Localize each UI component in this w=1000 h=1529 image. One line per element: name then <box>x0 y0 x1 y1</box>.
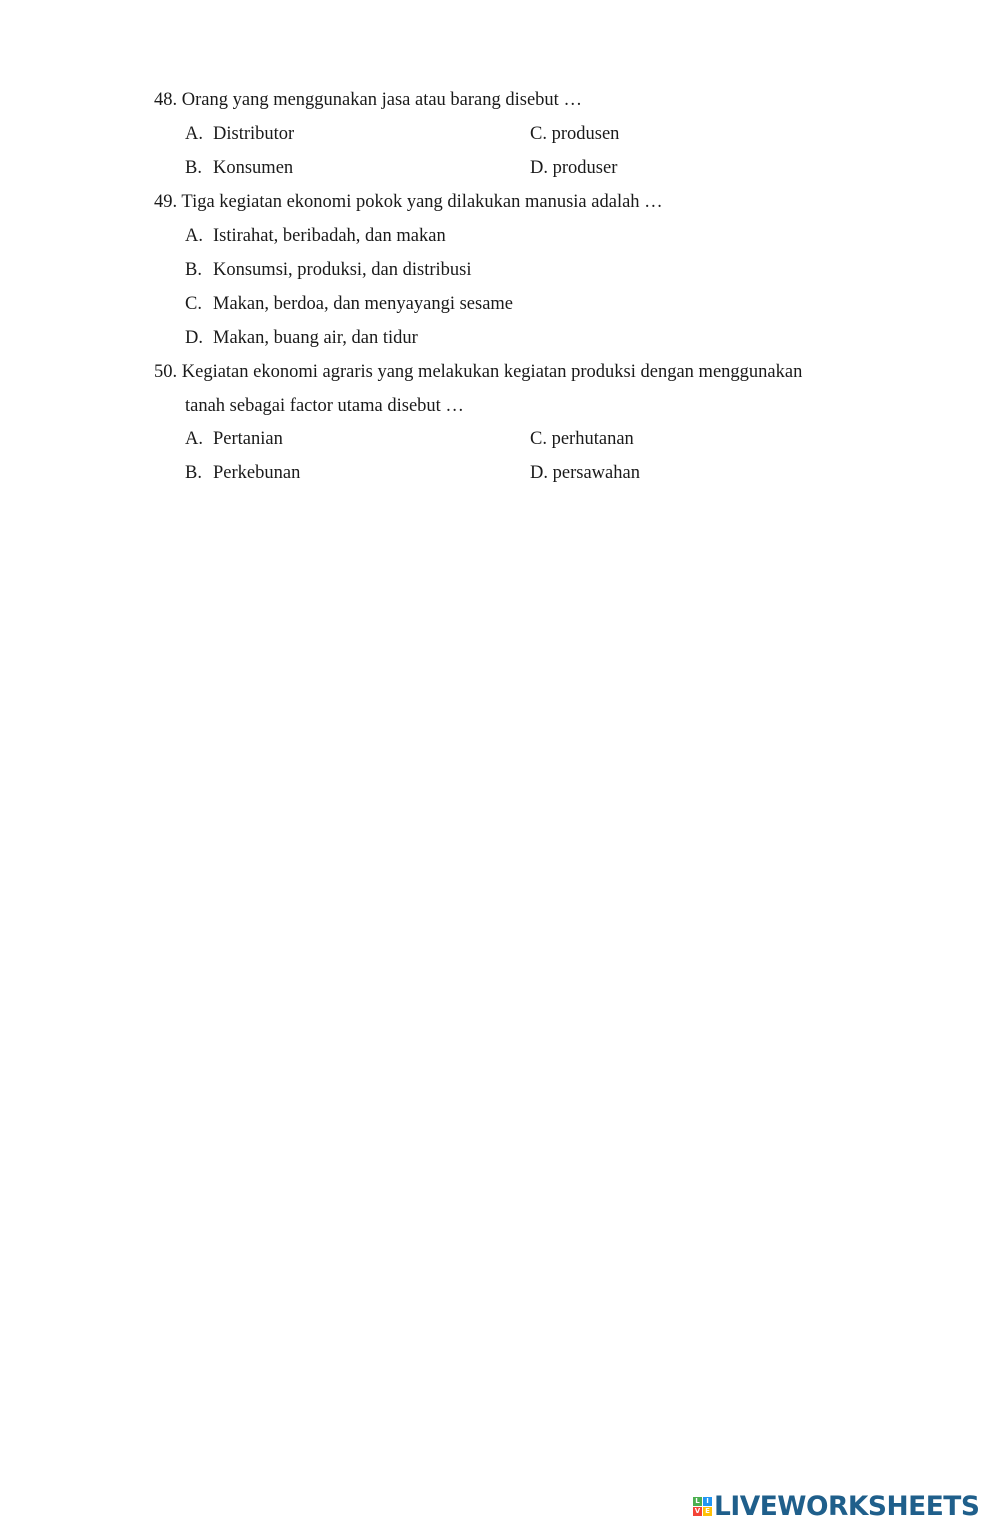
logo-wordmark: LIVEWORKSHEETS <box>714 1490 980 1522</box>
option-letter: A. <box>185 429 203 449</box>
option-49-b[interactable] <box>185 259 472 281</box>
option-49-a[interactable] <box>185 225 446 247</box>
option-48-d[interactable] <box>530 157 617 179</box>
logo-tile: I <box>703 1497 712 1506</box>
option-letter: D. <box>185 328 203 348</box>
option-letter: D. <box>530 158 548 178</box>
option-50-b[interactable] <box>185 462 301 484</box>
option-letter: A. <box>185 226 203 246</box>
question-number: 50. <box>154 362 178 382</box>
option-50-a[interactable] <box>185 428 283 450</box>
option-text: persawahan <box>552 463 640 483</box>
question-number: 49. <box>154 192 178 212</box>
option-letter: B. <box>185 463 202 483</box>
option-text: produser <box>552 158 618 178</box>
option-letter: C. <box>530 124 547 144</box>
option-text: Pertanian <box>213 429 283 449</box>
logo-grid-icon <box>693 1497 712 1516</box>
logo-tile: L <box>693 1497 702 1506</box>
option-letter: D. <box>530 463 548 483</box>
option-49-c[interactable] <box>185 293 514 315</box>
option-letter: B. <box>185 260 202 280</box>
option-48-a[interactable] <box>185 123 295 145</box>
question-text: Tiga kegiatan ekonomi pokok yang dilakukan manusia adalah … <box>181 192 663 212</box>
option-48-b[interactable] <box>185 157 294 179</box>
option-text: Makan, buang air, dan tidur <box>213 328 418 348</box>
question-48 <box>154 89 582 111</box>
option-50-c[interactable] <box>530 428 634 450</box>
option-text: Distributor <box>213 124 295 144</box>
option-text: Perkebunan <box>213 463 301 483</box>
question-text: Orang yang menggunakan jasa atau barang disebut … <box>181 90 582 110</box>
option-48-c[interactable] <box>530 123 619 145</box>
question-number: 48. <box>154 90 178 110</box>
option-letter: B. <box>185 158 202 178</box>
question-text: tanah sebagai factor utama disebut … <box>185 396 464 416</box>
logo-tile: E <box>703 1507 712 1516</box>
option-letter: C. <box>530 429 547 449</box>
question-50 <box>154 361 802 383</box>
question-49 <box>154 191 663 213</box>
option-letter: C. <box>185 294 202 314</box>
question-50-continuation <box>185 395 464 417</box>
option-text: produsen <box>551 124 620 144</box>
option-50-d[interactable] <box>530 462 640 484</box>
option-text: Istirahat, beribadah, dan makan <box>213 226 446 246</box>
option-text: perhutanan <box>551 429 634 449</box>
question-text: Kegiatan ekonomi agraris yang melakukan kegiatan produksi dengan menggunakan <box>181 362 803 382</box>
liveworksheets-logo[interactable] <box>693 1488 985 1524</box>
option-text: Konsumen <box>213 158 294 178</box>
logo-tile: V <box>694 1507 701 1515</box>
option-text: Konsumsi, produksi, dan distribusi <box>213 260 472 280</box>
option-letter: A. <box>185 124 203 144</box>
option-49-d[interactable] <box>185 327 418 349</box>
option-text: Makan, berdoa, dan menyayangi sesame <box>213 294 514 314</box>
